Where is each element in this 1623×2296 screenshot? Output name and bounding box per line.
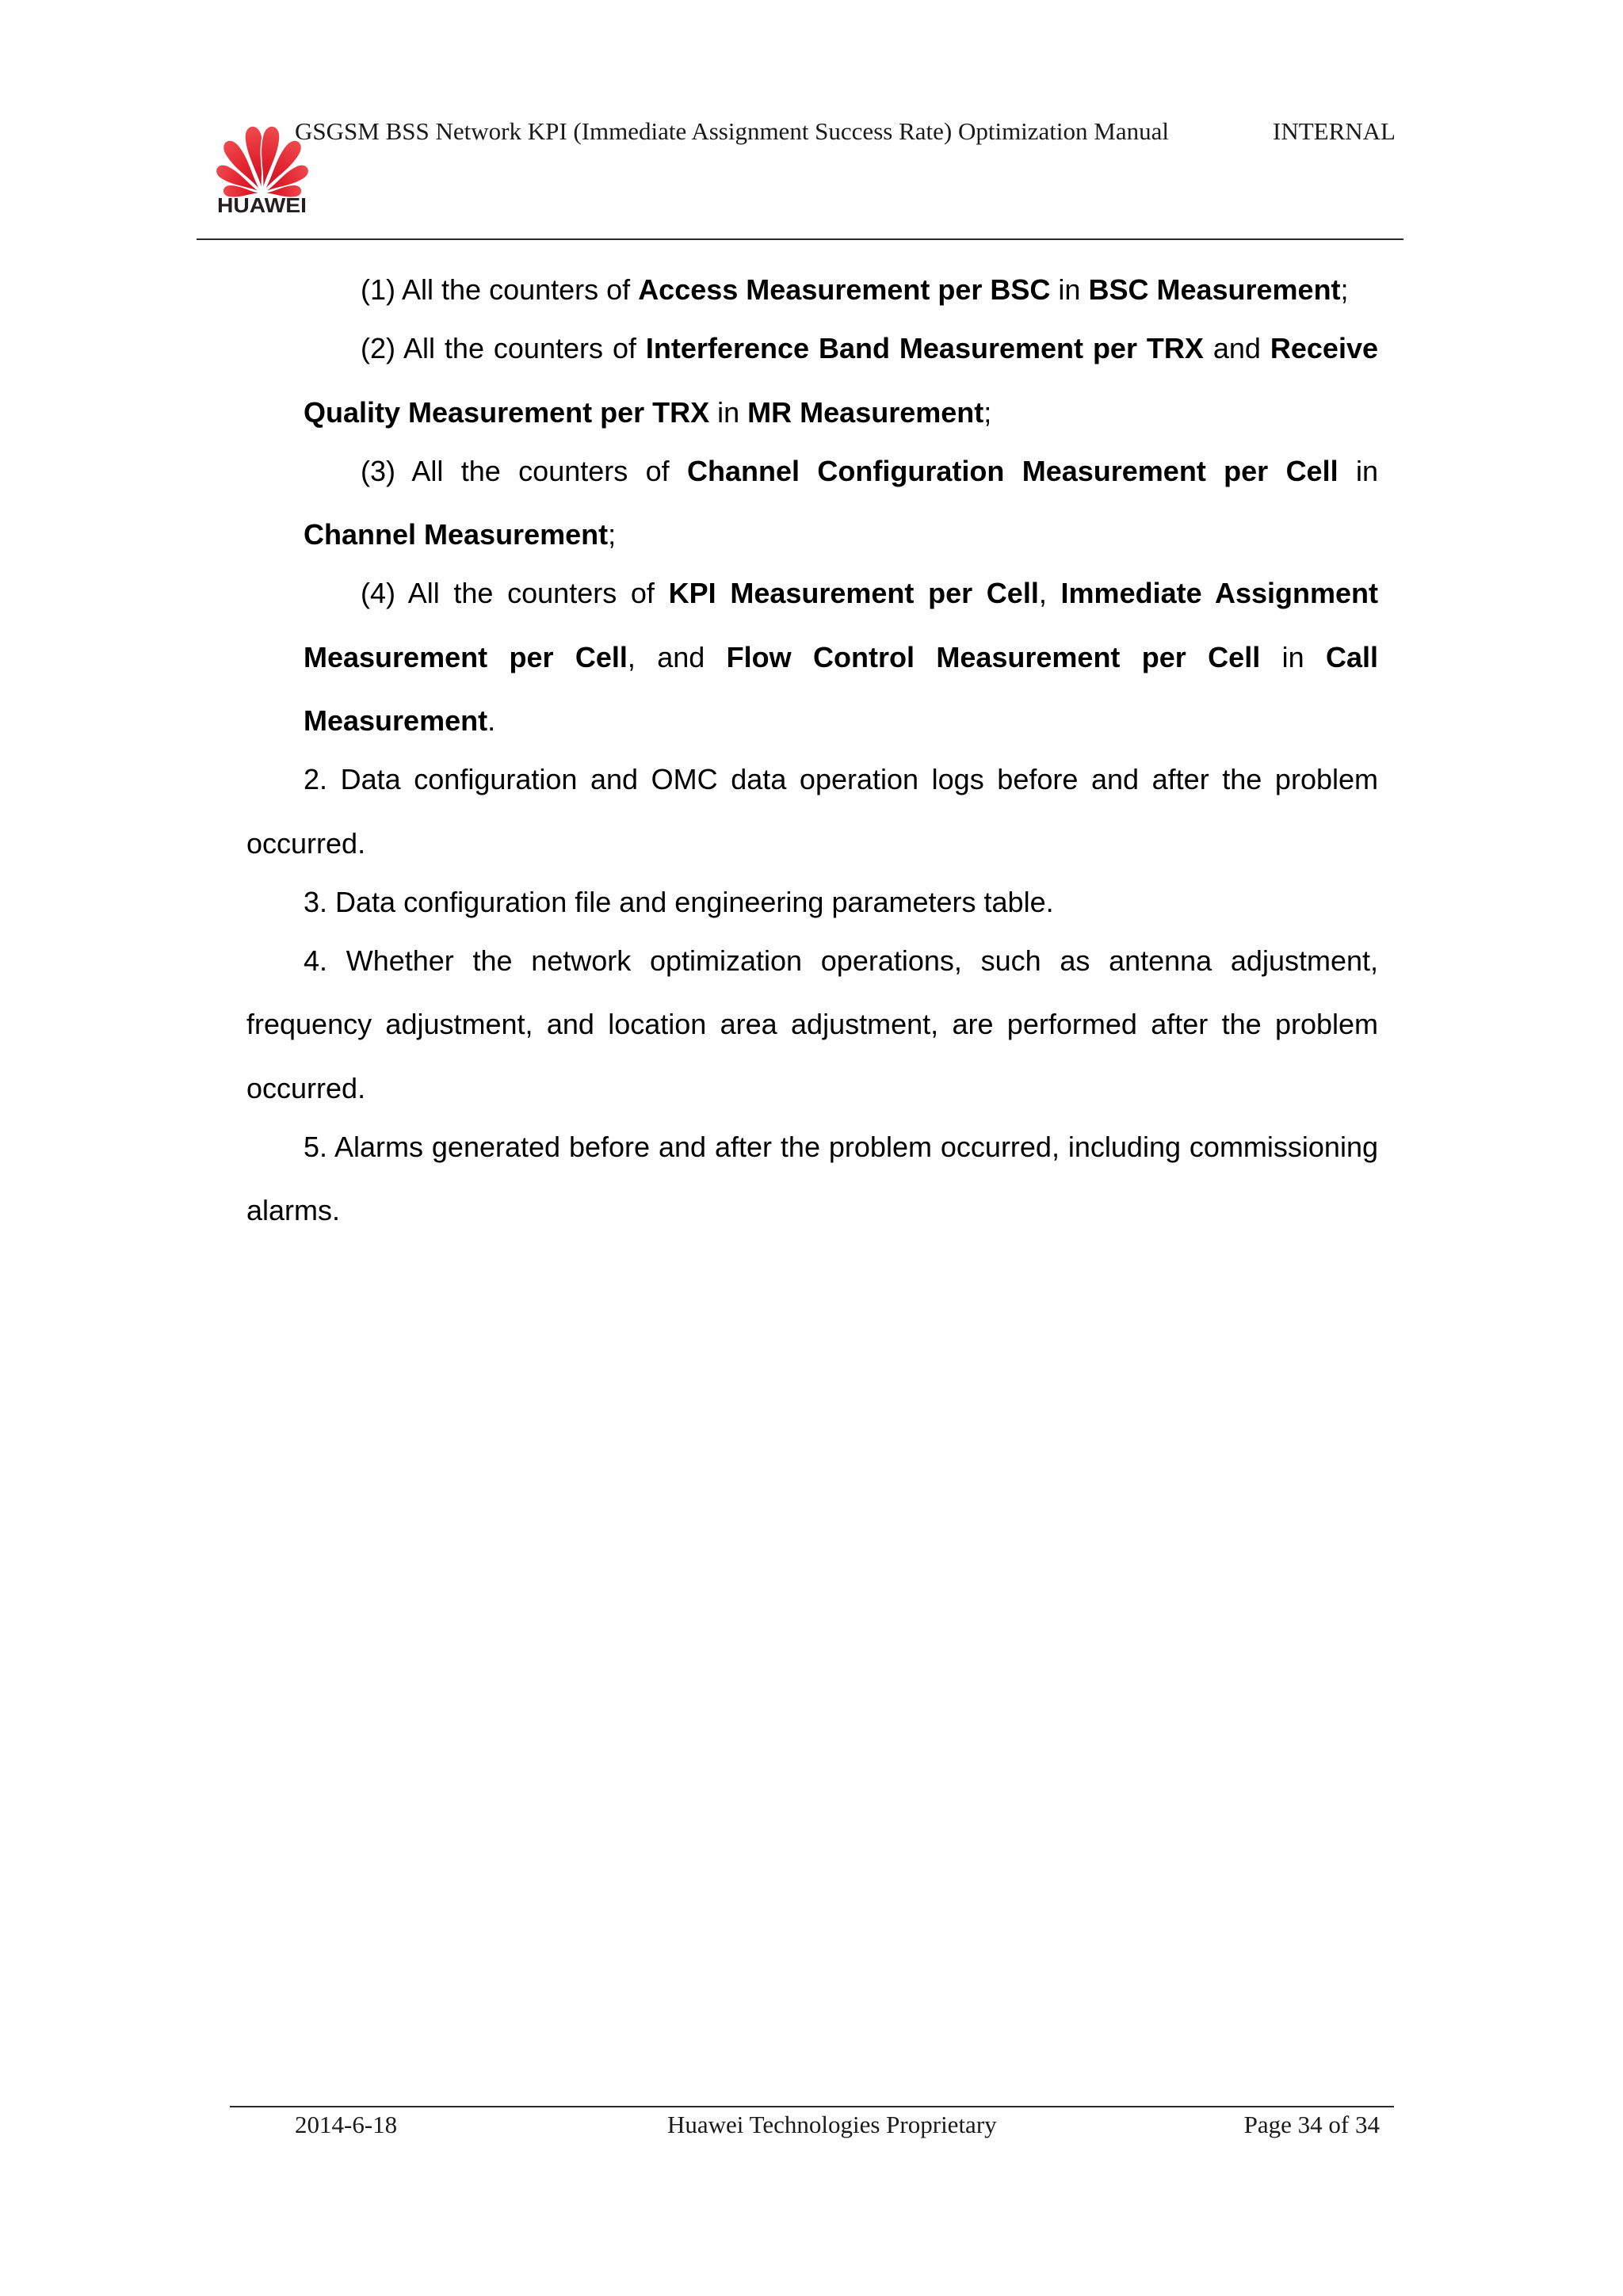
sub-item-1 [246, 258, 1378, 322]
list-item-2 [246, 871, 1378, 935]
text-run: in [1050, 273, 1089, 306]
text-line [246, 929, 1378, 994]
text-line [304, 381, 1378, 445]
body-text [246, 258, 1378, 1243]
sub-item-4 [246, 562, 1378, 753]
text-line [304, 626, 1378, 690]
bold-term: Flow Control Measurement per Cell [726, 640, 1261, 673]
text-run: , [1038, 577, 1061, 609]
text-line [246, 993, 1378, 1057]
text-line [304, 689, 1378, 753]
text-line [304, 317, 1378, 381]
list-item-1 [246, 748, 1378, 875]
text-run: and [1203, 332, 1270, 364]
bold-term: KPI Measurement per Cell [668, 577, 1039, 609]
bold-term: Channel Measurement [304, 518, 609, 551]
text-run: in [709, 395, 748, 429]
bold-term: Interference Band Measurement per TRX [645, 332, 1204, 364]
text-line [304, 562, 1378, 626]
footer-rule [230, 2106, 1394, 2107]
text-run: (3) All the counters of [361, 454, 688, 487]
text-line [304, 503, 1378, 567]
bold-term: BSC Measurement [1088, 273, 1341, 306]
bold-term: Measurement [304, 704, 488, 737]
text-run: in [1260, 640, 1326, 673]
footer-date: 2014-6-18 [295, 2111, 398, 2138]
text-run: ; [1340, 273, 1349, 306]
sub-item-3 [246, 440, 1378, 567]
text-line [304, 440, 1378, 504]
text-run: ; [608, 518, 617, 551]
text-line [246, 1179, 1378, 1243]
text-line [246, 871, 1378, 935]
text-line [246, 748, 1378, 812]
text-run: , and [627, 640, 727, 673]
text-line [304, 258, 1378, 322]
text-run: (1) All the counters of [361, 273, 639, 306]
text-run: occurred. [246, 1071, 366, 1104]
bold-term: Measurement per Cell [304, 640, 628, 673]
footer-proprietary-notice: Huawei Technologies Proprietary [667, 2111, 997, 2138]
list-item-4 [246, 1116, 1378, 1243]
sub-item-list [246, 258, 1378, 753]
page-number: Page 34 of 34 [1243, 2111, 1380, 2138]
classification-label: INTERNAL [1273, 117, 1396, 145]
logo-wordmark: HUAWEI [217, 193, 307, 215]
text-run: occurred. [246, 826, 366, 860]
bold-term: Immediate Assignment [1060, 577, 1378, 609]
document-title: GSGSM BSS Network KPI (Immediate Assignment Success Rate) Optimization Manual [295, 117, 1169, 145]
text-line [246, 812, 1378, 876]
text-run: 3. Data configuration file and engineering parameters table. [304, 885, 1054, 918]
text-run: 5. Alarms generated before and after the problem occurred, including commissioning [304, 1130, 1378, 1163]
text-run: ; [983, 395, 992, 429]
bold-term: Call [1325, 640, 1378, 673]
text-line [246, 1116, 1378, 1180]
text-run: . [487, 704, 496, 737]
bold-term: Receive [1270, 332, 1378, 364]
text-line [246, 1057, 1378, 1121]
text-run: 4. Whether the network optimization operations, such as antenna adjustment, [304, 944, 1378, 977]
list-item-3 [246, 929, 1378, 1121]
header-rule [197, 238, 1403, 240]
bold-term: MR Measurement [747, 395, 984, 429]
text-run: 2. Data configuration and OMC data operation logs before and after the problem [304, 763, 1378, 795]
bold-term: Quality Measurement per TRX [304, 395, 710, 429]
text-run: alarms. [246, 1194, 341, 1226]
bold-term: Channel Configuration Measurement per Cell [687, 454, 1338, 487]
text-run: in [1338, 454, 1378, 487]
text-run: (2) All the counters of [361, 332, 646, 364]
item-list [246, 748, 1378, 1243]
bold-term: Access Measurement per BSC [638, 273, 1051, 306]
sub-item-2 [246, 317, 1378, 444]
text-run: frequency adjustment, and location area adjustment, are performed after the problem [246, 1008, 1378, 1040]
text-run: (4) All the counters of [361, 577, 669, 609]
